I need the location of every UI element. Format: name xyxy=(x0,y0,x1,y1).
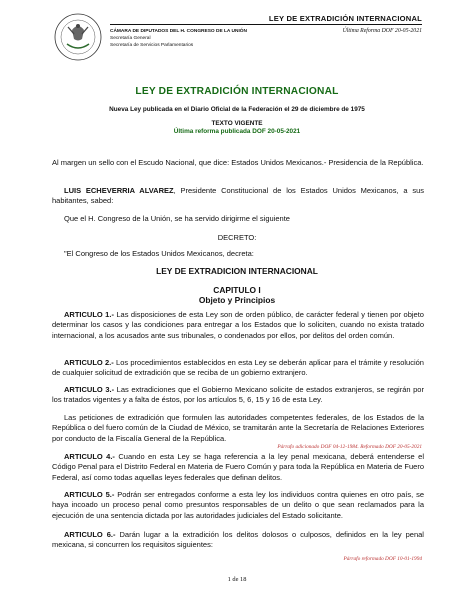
header-chamber: CÁMARA DE DIPUTADOS DEL H. CONGRESO DE LA UNIÓN xyxy=(110,29,247,34)
article-5 xyxy=(52,490,424,521)
article-1-label: ARTICULO 1.- xyxy=(64,310,114,319)
decreto-heading: DECRETO: xyxy=(217,233,257,242)
president-text: , Presidente Constitucional de los Estados Unidos Mexicanos, a sus habitantes, sabed: xyxy=(52,186,424,206)
texto-vigente: TEXTO VIGENTE xyxy=(211,120,263,127)
header-doc-title: LEY DE EXTRADICIÓN INTERNACIONAL xyxy=(268,14,422,23)
document-title: LEY DE EXTRADICIÓN INTERNACIONAL xyxy=(135,86,339,97)
article-2-label: ARTICULO 2.- xyxy=(64,358,114,367)
article-1 xyxy=(52,310,424,341)
article-3-label: ARTICULO 3.- xyxy=(64,385,115,394)
article-3 xyxy=(52,385,424,406)
paragraph-seal: Al margen un sello con el Escudo Nacional, que dice: Estados Unidos Mexicanos.- Presidencia de la República. xyxy=(52,158,424,167)
header-secretaria: Secretaría General xyxy=(110,36,151,41)
amendment-note-2: Párrafo reformado DOF 10-01-1994 xyxy=(343,556,422,562)
page-number: 1 de 18 xyxy=(227,576,247,583)
header-institution xyxy=(110,28,247,49)
amendment-note-1: Párrafo adicionado DOF 04-12-1984. Reformado DOF 20-05-2021 xyxy=(277,444,422,450)
header-last-reform: Última Reforma DOF 20-05-2021 xyxy=(342,28,422,34)
article-2-text: Los procedimientos establecidos en esta Ley se deberán aplicar para el trámite y resolución de cualquier solicitud de extradición que se reciba de un gobierno extranjero. xyxy=(52,358,424,378)
article-3-text: Las extradiciones que el Gobierno Mexicano solicite de estados extranjeros, se regirán por los tratados vigentes y a falta de éstos, por los artículos 5, 6, 15 y 16 de esta Ley. xyxy=(52,385,424,405)
chapter-title: Objeto y Principios xyxy=(198,295,276,305)
article-6-label: ARTICULO 6.- xyxy=(64,530,116,539)
article-5-text: Podrán ser entregados conforme a esta ley los individuos contra quienes en otro país, se haya incoado un proceso penal como presuntos responsables de un delito o que sean reclamados para la ejecución de una sentencia dictada por las autoridades judiciales del Estado solicitante. xyxy=(52,490,424,520)
president-name: LUIS ECHEVERRIA ALVAREZ xyxy=(64,186,174,195)
national-seal-icon xyxy=(52,12,104,62)
vigente-block xyxy=(52,120,422,136)
paragraph-president xyxy=(52,186,424,207)
paragraph-congreso: Que el H. Congreso de la Unión, se ha servido dirigirme el siguiente xyxy=(64,214,290,223)
publication-note: Nueva Ley publicada en el Diario Oficial de la Federación el 29 de diciembre de 1975 xyxy=(109,106,365,113)
paragraph-decreta: "El Congreso de los Estados Unidos Mexicanos, decreta: xyxy=(64,249,254,258)
article-4-text: Cuando en esta Ley se haga referencia a la ley penal mexicana, deberá entenderse el Código Penal para el Distrito Federal en Materia de Fuero Común y para toda la República en Materia de Fuero Federal, así como todas aquellas leyes federales que definan delitos. xyxy=(52,452,424,482)
article-5-label: ARTICULO 5.- xyxy=(64,490,115,499)
chapter-heading xyxy=(52,285,422,305)
article-3-paragraph-2: Las peticiones de extradición que formulen las autoridades competentes federales, de los Estados de la República o del fuero común de la Ciudad de México, se tramitarán ante la Secretaría de Relaciones Exteriores por conducto de la Fiscalía General de la República. xyxy=(52,413,424,443)
ultima-reforma: Última reforma publicada DOF 20-05-2021 xyxy=(173,128,301,135)
law-heading: LEY DE EXTRADICION INTERNACIONAL xyxy=(156,266,318,276)
article-6-text: Darán lugar a la extradición los delitos dolosos o culposos, definidos en la ley penal mexicana, si concurren los requisitos siguientes: xyxy=(52,530,424,550)
article-2 xyxy=(52,358,424,379)
header-servicios: Secretaría de Servicios Parlamentarios xyxy=(110,43,194,48)
article-1-text: Las disposiciones de esta Ley son de orden público, de carácter federal y tienen por objeto determinar los casos y las condiciones para entregar a los Estados que lo soliciten, cuando no exista tratado internacional, a los acusados ante sus tribunales, o condenados por ellos, por delitos del orden común. xyxy=(52,310,424,340)
chapter-number: CAPITULO I xyxy=(213,285,261,295)
article-6 xyxy=(52,530,424,551)
article-4 xyxy=(52,452,424,483)
article-4-label: ARTICULO 4.- xyxy=(64,452,115,461)
header-divider xyxy=(110,24,422,25)
